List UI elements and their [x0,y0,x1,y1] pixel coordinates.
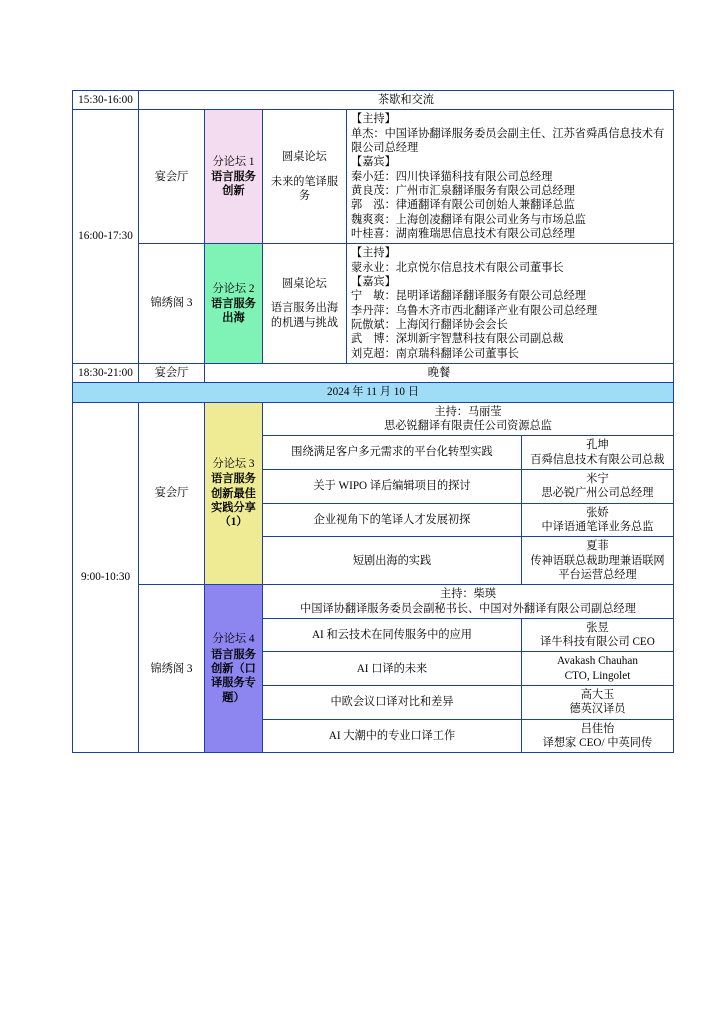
speaker-org: 译想家 CEO/ 中英同传 [542,737,653,750]
forum3-host-label: 主持：马丽莹 [434,405,502,418]
forum3-session-1-topic: 关于 WIPO 译后编辑项目的探讨 [263,469,522,503]
forum2-detail-0: 【主持】 [351,247,396,260]
forum4-session-3-topic: AI 大潮中的专业口译工作 [263,719,522,753]
cell-forum2-detail [347,244,674,364]
forum1-type: 圆桌论坛 [282,151,327,164]
forum4-number: 分论坛 4 [212,633,255,646]
cell-dinner-label: 晚餐 [205,363,674,382]
forum1-detail-7: 魏爽爽：上海创凌翻译有限公司业务与市场总监 [351,213,586,226]
forum4-host-org: 中国译协翻译服务委员会副秘书长、中国对外翻译有限公司副总经理 [300,602,636,615]
forum3-host-org: 思必锐翻译有限责任公司资源总监 [384,419,552,432]
forum1-name: 语言服务创新 [211,171,256,198]
cell-forum4 [205,585,263,753]
forum1-number: 分论坛 1 [212,155,255,168]
table-row [73,585,674,619]
forum4-session-1-speaker [521,652,673,686]
cell-venue-forum3: 宴会厅 [139,402,205,585]
forum3-session-2-topic: 企业视角下的笔译人才发展初探 [263,503,522,537]
forum3-session-3-topic: 短剧出海的实践 [263,537,522,585]
cell-venue-forum2: 锦绣阁 3 [139,244,205,364]
forum3-session-2-speaker [521,503,673,537]
speaker-name: 吕佳怡 [580,722,615,735]
speaker-org: 百舜信息技术有限公司总裁 [530,453,665,466]
cell-venue-forum1: 宴会厅 [139,110,205,244]
speaker-name: 张昱 [586,621,609,634]
speaker-name: 夏菲 [586,540,609,553]
forum2-detail-7: 武 博：深圳新宇智慧科技有限公司副总裁 [351,333,564,346]
speaker-org: 中译语通笔译业务总监 [541,520,654,533]
forum4-session-2-speaker [521,686,673,720]
forum4-session-3-speaker [521,719,673,753]
table-row [73,110,674,244]
day-title: 2024 年 11 月 10 日 [73,383,674,402]
speaker-org: 传神语联总裁助理兼语联网平台运营总经理 [530,554,665,581]
cell-forum1-detail [347,110,674,244]
cell-tea-break-label: 茶歇和交流 [139,91,674,110]
forum3-session-1-speaker [521,469,673,503]
cell-forum2 [205,244,263,364]
speaker-name: 张娇 [586,506,609,519]
forum2-detail-3: 【嘉宾】 [351,275,396,288]
forum2-type: 圆桌论坛 [282,278,327,291]
speaker-org: 思必锐广州公司总经理 [541,487,654,500]
forum3-session-0-speaker [521,436,673,470]
cell-forum1 [205,110,263,244]
speaker-org: 译牛科技有限公司 CEO [540,636,655,649]
forum1-detail-8: 叶桂喜：湖南雅瑞思信息技术有限公司总经理 [351,227,575,240]
forum4-session-0-speaker [521,618,673,652]
forum1-detail-1: 单杰：中国译协翻译服务委员会副主任、江苏省舜禹信息技术有限公司总经理 [351,127,665,154]
forum4-session-2-topic: 中欧会议口译对比和差异 [263,686,522,720]
forum4-session-1-topic: AI 口译的未来 [263,652,522,686]
forum4-host-label: 主持：柴瑛 [440,588,496,601]
forum1-title: 未来的笔译服务 [270,175,339,202]
speaker-name: Avakash Chauhan [557,655,638,668]
forum2-detail-1: 蒙永业：北京悦尔信息技术有限公司董事长 [351,261,564,274]
table-row [73,402,674,436]
speaker-org: 德英汉译员 [569,703,626,716]
cell-forum3-host [263,402,674,436]
forum2-detail-5: 李丹萍：乌鲁木齐市西北翻译产业有限公司总经理 [351,304,598,317]
cell-time-afternoon: 16:00-17:30 [73,110,139,364]
forum2-detail-4: 宁 敏：昆明译诺翻译翻译服务有限公司总经理 [351,290,586,303]
forum3-name: 语言服务创新最佳实践分享（1） [211,473,256,529]
cell-time-dinner: 18:30-21:00 [73,363,139,382]
day-title-row [73,383,674,402]
cell-time-tea-break: 15:30-16:00 [73,91,139,110]
cell-time-morning: 9:00-10:30 [73,402,139,753]
forum2-title: 语言服务出海的机遇与挑战 [270,302,339,329]
table-row [73,363,674,382]
forum1-detail-5: 黄良茂：广州市汇泉翻译服务有限公司总经理 [351,184,575,197]
table-row [73,244,674,364]
forum3-session-0-topic: 围绕满足客户多元需求的平台化转型实践 [263,436,522,470]
forum1-detail-0: 【主持】 [351,113,396,126]
forum3-number: 分论坛 3 [212,458,255,471]
forum1-detail-3: 【嘉宾】 [351,156,396,169]
forum1-detail-6: 郭 泓：律通翻译有限公司创始人兼翻译总监 [351,199,575,212]
table-row [73,91,674,110]
cell-forum2-topic [263,244,347,364]
forum4-name: 语言服务创新（口译服务专题） [211,648,256,704]
forum2-number: 分论坛 2 [212,282,255,295]
cell-venue-dinner: 宴会厅 [139,363,205,382]
speaker-org: CTO, Lingolet [564,669,631,682]
speaker-name: 米宁 [586,472,609,485]
forum3-session-3-speaker [521,537,673,585]
forum2-name: 语言服务出海 [211,297,256,325]
forum1-detail-4: 秦小廷：四川快译猫科技有限公司总经理 [351,170,553,183]
forum4-session-0-topic: AI 和云技术在同传服务中的应用 [263,618,522,652]
cell-forum4-host [263,585,674,619]
speaker-name: 孔坤 [586,439,609,452]
cell-forum1-topic [263,110,347,244]
forum2-detail-6: 阮傲斌：上海闵行翻译协会会长 [351,318,508,331]
cell-forum3 [205,402,263,585]
agenda-table [72,90,674,753]
speaker-name: 高大玉 [580,689,615,702]
cell-venue-forum4: 锦绣阁 3 [139,585,205,753]
forum2-detail-8: 刘克超：南京瑞科翻译公司董事长 [351,347,519,360]
